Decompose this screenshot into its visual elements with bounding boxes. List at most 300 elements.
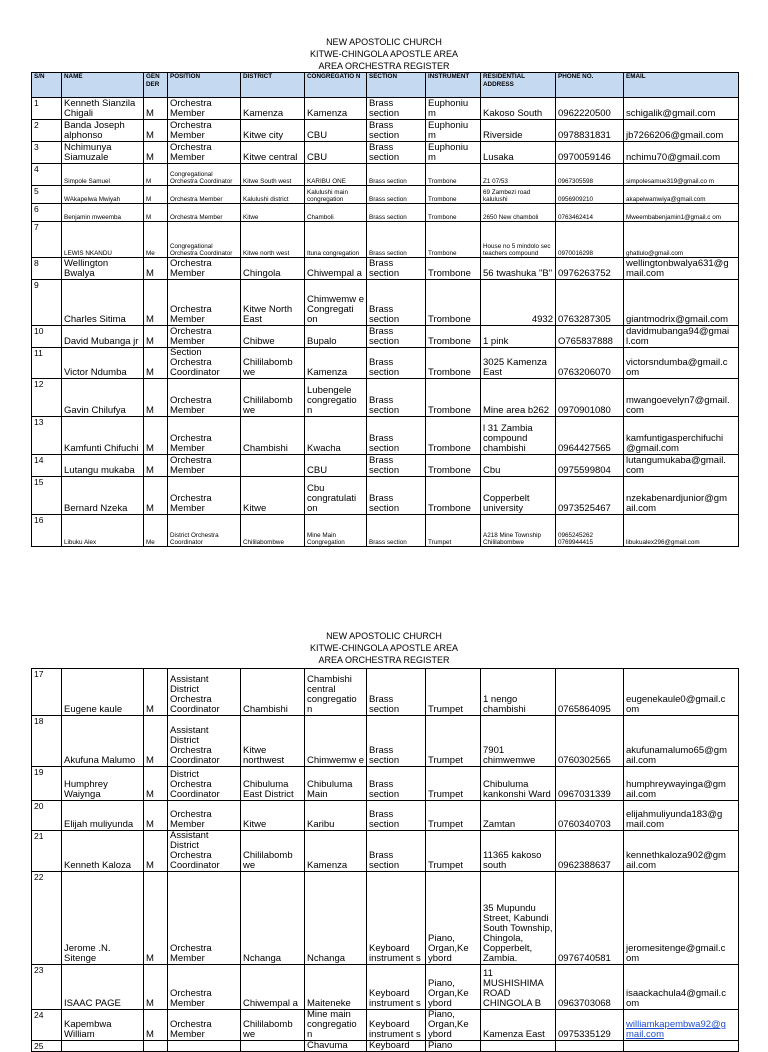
name-cell: Bernard Nzeka [62, 477, 144, 515]
district-cell: Chililabomb we [241, 379, 305, 417]
section-cell: Brass section [367, 831, 426, 872]
section-cell: Brass section [367, 348, 426, 379]
title-area: KITWE-CHINGOLA APOSTLE AREA [309, 643, 459, 653]
district-cell: Kitwe [241, 477, 305, 515]
email-cell[interactable]: wellingtonbwalya631@g mail.com [624, 258, 739, 280]
district-cell: Chililabomb we [241, 831, 305, 872]
phone-cell: 0973525467 [556, 477, 624, 515]
congregation-cell: Chimwemw e [305, 716, 367, 767]
district-cell: Kitwe central [241, 142, 305, 164]
sn-cell: 12 [32, 379, 62, 417]
instrument-cell: Trumpet [426, 831, 481, 872]
position-cell: Orchestra Member [168, 98, 241, 120]
table-row [32, 120, 739, 142]
district-cell: Chibuluma East District [241, 767, 305, 801]
district-cell: Kitwe North East [241, 280, 305, 326]
congregation-cell: Karibu [305, 801, 367, 831]
district-cell: Kamenza [241, 98, 305, 120]
district-cell: Chililabomb we [241, 1010, 305, 1041]
table-row [32, 164, 739, 186]
email-cell[interactable]: Mweembabenjamin1@gmail.c om [624, 204, 739, 222]
address-cell: 69 Zambezi road kalulushi [481, 186, 556, 204]
sn-cell: 9 [32, 280, 62, 326]
address-cell: 7901 chimwemwe [481, 716, 556, 767]
header-position: POSITION [168, 73, 241, 98]
gender-cell: M [144, 455, 168, 477]
phone-cell: 0970016298 [556, 222, 624, 258]
address-cell: 4932 [481, 280, 556, 326]
name-cell: Gavin Chilufya [62, 379, 144, 417]
congregation-cell: CBU [305, 142, 367, 164]
name-cell: Kenneth Kaloza [62, 831, 144, 872]
email-cell[interactable]: isaackachula4@gmail.c om [624, 965, 739, 1010]
section-cell: Brass section [367, 164, 426, 186]
phone-cell: 0970901080 [556, 379, 624, 417]
email-cell[interactable]: nzekabenardjunior@gm ail.com [624, 477, 739, 515]
header-section: SECTION [367, 73, 426, 98]
phone-cell: 0760340703 [556, 801, 624, 831]
district-cell: Chambishi [241, 669, 305, 716]
position-cell: Assistant District Orchestra Coordinator [168, 669, 241, 716]
email-cell[interactable]: akufunamalumo65@gm ail.com [624, 716, 739, 767]
gender-cell: M [144, 280, 168, 326]
instrument-cell: Trombone [426, 164, 481, 186]
header-address: RESIDENTIAL ADDRESS [481, 73, 556, 98]
congregation-cell: Chimwemw e Congregati on [305, 280, 367, 326]
title-register: AREA ORCHESTRA REGISTER [318, 655, 450, 665]
instrument-cell: Trumpet [426, 716, 481, 767]
gender-cell: M [144, 186, 168, 204]
table-row [32, 965, 739, 1010]
district-cell: Kitwe [241, 801, 305, 831]
sn-cell: 7 [32, 222, 62, 258]
position-cell: Orchestra Member [168, 417, 241, 455]
header-congregation: CONGREGATIO N [305, 73, 367, 98]
name-cell [62, 1041, 144, 1052]
header-district: DISTRICT [241, 73, 305, 98]
sn-cell: 22 [32, 872, 62, 965]
position-cell: Assistant District Orchestra Coordinator [168, 831, 241, 872]
table-row [32, 258, 739, 280]
congregation-cell: Bupalo [305, 326, 367, 348]
district-cell: Chililabomb we [241, 348, 305, 379]
sn-cell: 6 [32, 204, 62, 222]
name-cell: Nchimunya Siamuzale [62, 142, 144, 164]
address-cell: Copperbelt university [481, 477, 556, 515]
position-cell: Congregational Orchestra Coordinator [168, 164, 241, 186]
section-cell: Brass section [367, 280, 426, 326]
section-cell: Brass section [367, 222, 426, 258]
register-table-page-1 [31, 72, 739, 547]
address-cell: 3025 Kamenza East [481, 348, 556, 379]
congregation-cell: Chamboli [305, 204, 367, 222]
sn-cell: 15 [32, 477, 62, 515]
congregation-cell: Mine main congregatio n [305, 1010, 367, 1041]
position-cell: District Orchestra Coordinator [168, 515, 241, 547]
address-cell: 11365 kakoso south [481, 831, 556, 872]
congregation-cell: Chibuluma Main [305, 767, 367, 801]
district-cell: Chambishi [241, 417, 305, 455]
sn-cell: 10 [32, 326, 62, 348]
email-cell[interactable]: nchimu70@gmail.com [624, 142, 739, 164]
name-cell: Benjamin mweemba [62, 204, 144, 222]
email-cell[interactable]: jeromesitenge@gmail.c om [624, 872, 739, 965]
instrument-cell: Trombone [426, 417, 481, 455]
sn-cell: 1 [32, 98, 62, 120]
gender-cell: M [144, 831, 168, 872]
gender-cell: Me [144, 515, 168, 547]
sn-cell: 20 [32, 801, 62, 831]
instrument-cell: Piano, Organ,Ke ybord [426, 872, 481, 965]
name-cell: Elijah muliyunda [62, 801, 144, 831]
position-cell: Congregational Orchestra Coordinator [168, 222, 241, 258]
phone-cell: 0962388637 [556, 831, 624, 872]
address-cell: 1 nengo chambishi [481, 669, 556, 716]
section-cell: Brass section [367, 186, 426, 204]
email-cell[interactable]: giantmodrix@gmail.com [624, 280, 739, 326]
position-cell: Orchestra Member [168, 455, 241, 477]
phone-cell: 0975335129 [556, 1010, 624, 1041]
instrument-cell: Trombone [426, 379, 481, 417]
district-cell: Kitwe north west [241, 222, 305, 258]
header-name: NAME [62, 73, 144, 98]
instrument-cell: Trumpet [426, 669, 481, 716]
gender-cell: M [144, 477, 168, 515]
name-cell: Eugene kaule [62, 669, 144, 716]
section-cell: Brass section [367, 801, 426, 831]
phone-cell: 0765864095 [556, 669, 624, 716]
name-cell: ISAAC PAGE [62, 965, 144, 1010]
name-cell: Akufuna Malumo [62, 716, 144, 767]
section-cell: Brass section [367, 204, 426, 222]
name-cell: Jerome .N. Sitenge [62, 872, 144, 965]
gender-cell [144, 1041, 168, 1052]
name-cell: Kapembwa William [62, 1010, 144, 1041]
sn-cell: 2 [32, 120, 62, 142]
section-cell: Brass section [367, 258, 426, 280]
gender-cell: M [144, 716, 168, 767]
phone-cell: 0970059146 [556, 142, 624, 164]
sn-cell: 17 [32, 669, 62, 716]
table-row [32, 280, 739, 326]
instrument-cell: Trumpet [426, 801, 481, 831]
phone-cell: 0763462414 [556, 204, 624, 222]
header-email: EMAIL [624, 73, 739, 98]
gender-cell: M [144, 669, 168, 716]
section-cell: Brass section [367, 98, 426, 120]
phone-cell: 0978831831 [556, 120, 624, 142]
gender-cell: M [144, 326, 168, 348]
instrument-cell: Trombone [426, 204, 481, 222]
gender-cell: M [144, 1010, 168, 1041]
district-cell: Kitwe [241, 204, 305, 222]
email-cell[interactable] [624, 1010, 739, 1041]
position-cell: Orchestra Member [168, 120, 241, 142]
table-row [32, 477, 739, 515]
position-cell: Orchestra Member [168, 186, 241, 204]
phone-cell: 0976263752 [556, 258, 624, 280]
district-cell: Nchanga [241, 872, 305, 965]
district-cell: Chiwempal a [241, 965, 305, 1010]
table-row [32, 222, 739, 258]
table-row [32, 669, 739, 716]
email-cell[interactable]: ghatlulo@gmail.com [624, 222, 739, 258]
section-cell: Keyboard instrument s [367, 872, 426, 965]
document-title-block-page-2 [0, 630, 768, 666]
district-cell: Kitwe South west [241, 164, 305, 186]
position-cell: Orchestra Member [168, 477, 241, 515]
gender-cell: M [144, 767, 168, 801]
sn-cell: 24 [32, 1010, 62, 1041]
sn-cell: 4 [32, 164, 62, 186]
email-cell[interactable]: victorsndumba@gmail.c om [624, 348, 739, 379]
address-cell: 1 pink [481, 326, 556, 348]
name-cell: Lutangu mukaba [62, 455, 144, 477]
gender-cell: M [144, 98, 168, 120]
instrument-cell: Euphoniu m [426, 142, 481, 164]
sn-cell: 14 [32, 455, 62, 477]
gender-cell: M [144, 204, 168, 222]
instrument-cell: Trombone [426, 326, 481, 348]
phone-cell: 0976740581 [556, 872, 624, 965]
header-phone: PHONE NO. [556, 73, 624, 98]
congregation-cell: CBU [305, 455, 367, 477]
sn-cell: 3 [32, 142, 62, 164]
sn-cell: 13 [32, 417, 62, 455]
table-row [32, 142, 739, 164]
address-cell: Kamenza East [481, 1010, 556, 1041]
congregation-cell: Nchanga [305, 872, 367, 965]
congregation-cell: Chavuma [305, 1041, 367, 1052]
position-cell: Orchestra Member [168, 872, 241, 965]
table-row [32, 1010, 739, 1041]
table-row [32, 186, 739, 204]
gender-cell: M [144, 120, 168, 142]
name-cell: Wellington Bwalya [62, 258, 144, 280]
congregation-cell: Ituna congregation [305, 222, 367, 258]
email-cell[interactable]: davidmubanga94@gmai l.com [624, 326, 739, 348]
email-cell[interactable]: simpolesamue319@gmail.co m [624, 164, 739, 186]
phone-cell [556, 1041, 624, 1052]
email-cell[interactable]: kennethkaloza902@gm ail.com [624, 831, 739, 872]
position-cell: Orchestra Member [168, 204, 241, 222]
phone-cell: 0967031339 [556, 767, 624, 801]
address-cell: 2650 New chamboli [481, 204, 556, 222]
sn-cell: 11 [32, 348, 62, 379]
gender-cell: M [144, 801, 168, 831]
phone-cell: 0956909210 [556, 186, 624, 204]
instrument-cell: Piano [426, 1041, 481, 1052]
section-cell: Brass section [367, 515, 426, 547]
instrument-cell: Trombone [426, 186, 481, 204]
email-cell[interactable]: mwangoevelyn7@gmail. com [624, 379, 739, 417]
table-row [32, 872, 739, 965]
title-church: NEW APOSTOLIC CHURCH [326, 631, 442, 641]
address-cell: Mine area b262 [481, 379, 556, 417]
email-cell[interactable]: lutangumukaba@gmail. com [624, 455, 739, 477]
congregation-cell: Kamenza [305, 98, 367, 120]
table-row [32, 767, 739, 801]
instrument-cell: Euphoniu m [426, 120, 481, 142]
position-cell: Orchestra Member [168, 801, 241, 831]
district-cell: Chingola [241, 258, 305, 280]
congregation-cell: Kamenza [305, 831, 367, 872]
title-register: AREA ORCHESTRA REGISTER [318, 61, 450, 71]
instrument-cell: Trombone [426, 280, 481, 326]
position-cell: Section Orchestra Coordinator [168, 348, 241, 379]
address-cell: House no 5 mindolo sec teachers compound [481, 222, 556, 258]
email-cell[interactable]: eugenekaule0@gmail.c om [624, 669, 739, 716]
congregation-cell: Chiwempal a [305, 258, 367, 280]
table-row [32, 417, 739, 455]
phone-cell: O765837888 [556, 326, 624, 348]
phone-cell: 0975599804 [556, 455, 624, 477]
phone-cell: 0964427565 [556, 417, 624, 455]
phone-cell: 0962220500 [556, 98, 624, 120]
gender-cell: M [144, 417, 168, 455]
email-cell[interactable]: schigalik@gmail.com [624, 98, 739, 120]
name-cell: Banda Joseph alphonso [62, 120, 144, 142]
district-cell: Kalulushi district [241, 186, 305, 204]
email-cell[interactable]: kamfuntigasperchifuchi @gmail.com [624, 417, 739, 455]
district-cell: Chibwe [241, 326, 305, 348]
sn-cell: 18 [32, 716, 62, 767]
instrument-cell: Trombone [426, 258, 481, 280]
phone-cell: 0763287305 [556, 280, 624, 326]
section-cell: Brass section [367, 417, 426, 455]
name-cell: Kamfunti Chifuchi [62, 417, 144, 455]
table-row [32, 98, 739, 120]
instrument-cell: Euphoniu m [426, 98, 481, 120]
table-row [32, 326, 739, 348]
address-cell: l 31 Zambia compound chambishi [481, 417, 556, 455]
name-cell: Simpole Samuel [62, 164, 144, 186]
document-title-block [0, 36, 768, 72]
congregation-cell: Lubengele congregatio n [305, 379, 367, 417]
section-cell: Keyboard instrument s [367, 1010, 426, 1041]
gender-cell: M [144, 164, 168, 186]
phone-cell: 0965245262 0769944415 [556, 515, 624, 547]
sn-cell: 19 [32, 767, 62, 801]
instrument-cell: Trombone [426, 477, 481, 515]
district-cell [241, 1041, 305, 1052]
sn-cell: 8 [32, 258, 62, 280]
district-cell: Chililabombwe [241, 515, 305, 547]
address-cell: Z1 07/53 [481, 164, 556, 186]
name-cell: Kenneth Sianzila Chigali [62, 98, 144, 120]
gender-cell: M [144, 258, 168, 280]
address-cell [481, 1041, 556, 1052]
email-cell[interactable]: akapelwamwiya@gmail.com [624, 186, 739, 204]
table-row [32, 204, 739, 222]
email-link[interactable]: williamkapembwa92@g mail.com [626, 1019, 726, 1040]
district-cell: Kitwe northwest [241, 716, 305, 767]
table-row [32, 379, 739, 417]
instrument-cell: Trombone [426, 455, 481, 477]
email-cell[interactable]: jb7266206@gmail.com [624, 120, 739, 142]
position-cell: Orchestra Member [168, 142, 241, 164]
address-cell: Zamtan [481, 801, 556, 831]
table-row [32, 455, 739, 477]
congregation-cell: Chambishi central congregatio n [305, 669, 367, 716]
position-cell: Orchestra Member [168, 379, 241, 417]
district-cell [241, 455, 305, 477]
instrument-cell: Trombone [426, 348, 481, 379]
table-header-row [32, 73, 739, 98]
gender-cell: M [144, 965, 168, 1010]
email-cell[interactable]: libukualex296@gmail.com [624, 515, 739, 547]
sn-cell: 16 [32, 515, 62, 547]
congregation-cell: Mine Main Congregation [305, 515, 367, 547]
email-cell[interactable]: humphreywayinga@gm ail.com [624, 767, 739, 801]
name-cell: Libuku Alex [62, 515, 144, 547]
position-cell: Orchestra Member [168, 965, 241, 1010]
sn-cell: 21 [32, 831, 62, 872]
gender-cell: M [144, 872, 168, 965]
phone-cell: 0763206070 [556, 348, 624, 379]
address-cell: Chibuluma kankonshi Ward [481, 767, 556, 801]
header-gender: GEN DER [144, 73, 168, 98]
address-cell: A218 Mine Township Chililabombwe [481, 515, 556, 547]
name-cell: Victor Ndumba [62, 348, 144, 379]
section-cell: Brass section [367, 120, 426, 142]
name-cell: David Mubanga jr [62, 326, 144, 348]
table-row [32, 801, 739, 831]
address-cell: Lusaka [481, 142, 556, 164]
district-cell: Kitwe city [241, 120, 305, 142]
congregation-cell: KARIBU ONE [305, 164, 367, 186]
instrument-cell: Trumpet [426, 515, 481, 547]
sn-cell: 5 [32, 186, 62, 204]
phone-cell: 0967305598 [556, 164, 624, 186]
instrument-cell: Piano, Organ,Ke ybord [426, 1010, 481, 1041]
table-row [32, 716, 739, 767]
position-cell: Assistant District Orchestra Coordinator [168, 716, 241, 767]
name-cell: WAkapelwa Mwiyah [62, 186, 144, 204]
section-cell: Brass section [367, 716, 426, 767]
email-cell[interactable] [624, 1041, 739, 1052]
gender-cell: M [144, 142, 168, 164]
title-area: KITWE-CHINGOLA APOSTLE AREA [309, 49, 459, 59]
congregation-cell: Kamenza [305, 348, 367, 379]
table-row [32, 1041, 739, 1052]
section-cell: Brass section [367, 379, 426, 417]
address-cell: Kakoso South [481, 98, 556, 120]
section-cell: Brass section [367, 477, 426, 515]
instrument-cell: Trombone [426, 222, 481, 258]
position-cell: Orchestra Member [168, 1010, 241, 1041]
phone-cell: 0963703068 [556, 965, 624, 1010]
instrument-cell: Trumpet [426, 767, 481, 801]
gender-cell: Me [144, 222, 168, 258]
email-cell[interactable]: elijahmuliyunda183@g mail.com [624, 801, 739, 831]
congregation-cell: Cbu congratulati on [305, 477, 367, 515]
section-cell: Brass section [367, 455, 426, 477]
sn-cell: 25 [32, 1041, 62, 1052]
address-cell: 35 Mupundu Street, Kabundi South Township, Chingola, Copperbelt, Zambia. [481, 872, 556, 965]
congregation-cell: CBU [305, 120, 367, 142]
name-cell: LEWIS NKANDU [62, 222, 144, 258]
instrument-cell: Piano, Organ,Ke ybord [426, 965, 481, 1010]
address-cell: 56 twashuka "B" [481, 258, 556, 280]
sn-cell: 23 [32, 965, 62, 1010]
congregation-cell: Kalulushi main congregation [305, 186, 367, 204]
congregation-cell: Maiteneke [305, 965, 367, 1010]
section-cell: Brass section [367, 326, 426, 348]
address-cell: Cbu [481, 455, 556, 477]
register-table-page-2 [31, 668, 739, 1052]
congregation-cell: Kwacha [305, 417, 367, 455]
